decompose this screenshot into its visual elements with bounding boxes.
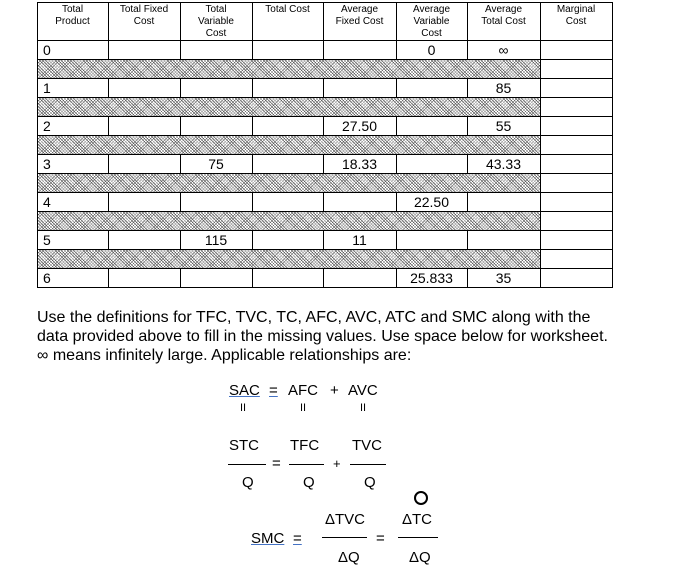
delta-tc-denominator: ΔQ	[409, 549, 431, 566]
stc-label: STC	[229, 437, 259, 454]
sac-label: SAC	[229, 382, 260, 399]
header-text: Variable	[198, 16, 234, 27]
cell-afc: 11	[352, 232, 367, 248]
table-cell	[180, 40, 253, 60]
header-text: Product	[55, 16, 90, 27]
cell-q: 0	[43, 42, 51, 58]
marginal-cost-cell	[540, 249, 613, 269]
table-cell	[252, 78, 324, 98]
hatched-row	[37, 249, 541, 269]
cell-q: 4	[43, 194, 51, 210]
header-average-total-cost	[467, 4, 540, 28]
marginal-cost-cell	[540, 211, 613, 231]
table-cell	[540, 268, 613, 288]
header-total-cost	[252, 4, 323, 16]
header-average-fixed-cost	[323, 4, 396, 28]
cell-atc: 55	[495, 118, 512, 134]
table-cell	[252, 154, 324, 174]
header-text: Fixed Cost	[335, 16, 384, 27]
table-cell	[108, 116, 181, 136]
table-cell	[108, 192, 181, 212]
header-text: Average	[484, 4, 523, 15]
afc-label: AFC	[288, 382, 318, 399]
instructions	[37, 308, 608, 365]
table-cell	[252, 268, 324, 288]
table-cell	[467, 192, 541, 212]
hatched-row	[37, 59, 541, 79]
table-cell	[252, 40, 324, 60]
cell-afc: 18.33	[341, 156, 378, 172]
table-cell	[180, 192, 253, 212]
marginal-cost-cell	[540, 97, 613, 117]
cell-atc: 35	[495, 270, 512, 286]
equals-3: =	[376, 530, 385, 547]
instructions-line-1: Use the definitions for TFC, TVC, TC, AFC, AVC, ATC and SMC along with the	[37, 309, 591, 326]
smc-equals: =	[293, 530, 302, 547]
tfc-label: TFC	[290, 437, 320, 454]
header-text: Cost	[133, 16, 155, 27]
cell-avc: 25.833	[410, 270, 453, 286]
hatched-row	[37, 211, 541, 231]
table-cell	[180, 78, 253, 98]
header-text: Total	[205, 4, 227, 15]
tvc-label: TVC	[352, 437, 382, 454]
header-text: Cost	[565, 16, 587, 27]
cell-q: 3	[43, 156, 51, 172]
table-cell	[108, 78, 181, 98]
table-cell	[108, 230, 181, 250]
table-cell	[252, 192, 324, 212]
table-cell	[540, 230, 613, 250]
delta-tvc-fraction-bar	[322, 537, 367, 538]
cell-atc: ∞	[498, 42, 509, 58]
table-cell	[180, 268, 253, 288]
table-cell	[396, 78, 468, 98]
table-cell	[108, 268, 181, 288]
cell-q: 6	[43, 270, 51, 286]
cell-tvc: 75	[208, 156, 224, 172]
table-cell	[540, 116, 613, 136]
table-cell	[396, 116, 468, 136]
hatched-row	[37, 135, 541, 155]
stc-denominator: Q	[242, 474, 254, 491]
equals-2: =	[272, 455, 281, 472]
parallel-3: II	[360, 402, 367, 414]
table-cell	[540, 40, 613, 60]
cell-atc: 43.33	[485, 156, 522, 172]
delta-tvc-denominator: ΔQ	[338, 549, 360, 566]
table-cell	[540, 78, 613, 98]
header-average-variable-cost	[396, 4, 467, 40]
header-text: Total Fixed	[119, 4, 169, 15]
sac-equals: =	[269, 382, 278, 399]
delta-tc-fraction-bar	[398, 537, 438, 538]
table-cell	[108, 154, 181, 174]
header-text: Average	[340, 4, 379, 15]
header-text: Average	[412, 4, 451, 15]
cell-q: 1	[43, 80, 51, 96]
tvc-fraction-bar	[350, 464, 386, 465]
header-total-product	[37, 4, 108, 28]
marginal-cost-cell	[540, 59, 613, 79]
header-text: Total	[61, 4, 84, 15]
circle-icon	[414, 491, 428, 505]
avc-label: AVC	[348, 382, 378, 399]
hatched-row	[37, 173, 541, 193]
tfc-fraction-bar	[289, 464, 324, 465]
smc-label: SMC	[251, 530, 285, 547]
hatched-row	[37, 97, 541, 117]
cell-q: 5	[43, 232, 51, 248]
cell-tvc: 115	[204, 232, 228, 248]
header-marginal-cost	[540, 4, 612, 28]
parallel-1: II	[240, 402, 247, 414]
header-text: Total Cost	[265, 4, 310, 15]
table-cell	[323, 268, 397, 288]
header-total-fixed-cost	[108, 4, 180, 28]
header-text: Cost	[421, 28, 442, 39]
tvc-denominator: Q	[364, 474, 376, 491]
cell-atc: 85	[495, 80, 512, 96]
parallel-2: II	[300, 402, 307, 414]
table-cell	[540, 192, 613, 212]
cell-avc: 22.50	[413, 194, 450, 210]
instructions-line-3: ∞ means infinitely large. Applicable relationships are:	[37, 347, 412, 364]
cell-afc: 27.50	[341, 118, 378, 134]
table-cell	[396, 154, 468, 174]
plus-1: +	[330, 382, 339, 399]
cell-q: 2	[43, 118, 51, 134]
delta-tc-label: ΔTC	[402, 511, 433, 528]
header-text: Total Cost	[481, 16, 526, 27]
table-cell	[467, 230, 541, 250]
table-cell	[252, 230, 324, 250]
table-cell	[323, 78, 397, 98]
table-cell	[180, 116, 253, 136]
marginal-cost-cell	[540, 173, 613, 193]
instructions-line-2: data provided above to fill in the missing values. Use space below for worksheet.	[37, 328, 608, 345]
plus-2: +	[333, 456, 341, 471]
table-cell	[252, 116, 324, 136]
header-total-variable-cost	[180, 4, 252, 40]
formula-sac	[0, 380, 680, 570]
tfc-denominator: Q	[303, 474, 315, 491]
table-cell	[323, 192, 397, 212]
table-cell	[540, 154, 613, 174]
header-text: Variable	[413, 16, 450, 27]
table-cell	[108, 40, 181, 60]
marginal-cost-cell	[540, 135, 613, 155]
table-cell	[323, 40, 397, 60]
delta-tvc-label: ΔTVC	[325, 511, 366, 528]
cell-avc: 0	[427, 42, 436, 58]
stc-fraction-bar	[228, 464, 266, 465]
header-text: Marginal	[556, 4, 596, 15]
table-cell	[396, 230, 468, 250]
header-text: Cost	[205, 28, 227, 39]
